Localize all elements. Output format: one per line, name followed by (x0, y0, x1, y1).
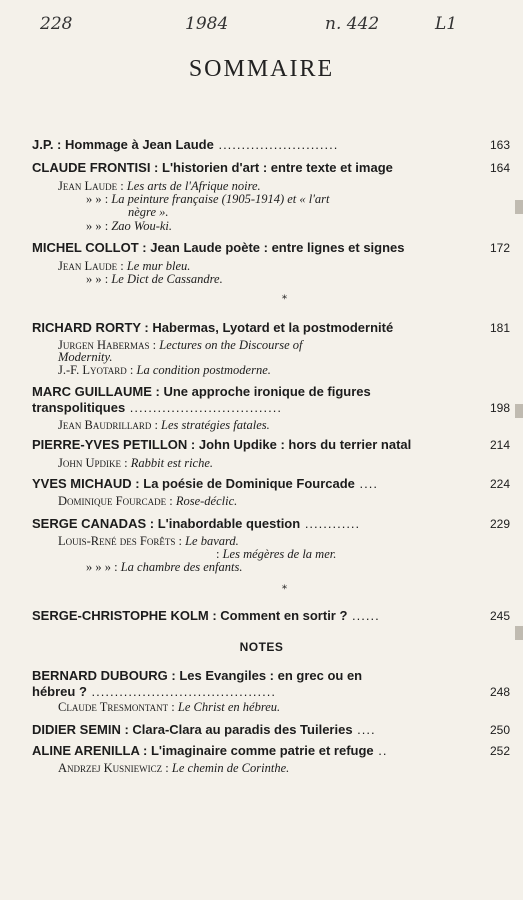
toc-entry: MICHEL COLLOT : Jean Laude poète : entre lignes et signes 172 (32, 240, 510, 255)
toc-subentry: nègre ». (128, 205, 169, 219)
section-separator: * (282, 294, 287, 305)
toc-entry: ALINE ARENILLA : L'imaginaire comme patrie et refuge .. 252 (32, 743, 510, 758)
handwritten-note-3: n. 442 (325, 14, 380, 34)
section-separator: * (282, 584, 287, 595)
toc-subentry: Jean Laude : Le mur bleu. (58, 259, 191, 273)
notes-heading: NOTES (239, 640, 284, 654)
toc-entry: SERGE-CHRISTOPHE KOLM : Comment en sortir ? ...... 245 (32, 608, 510, 623)
toc-entry: PIERRE-YVES PETILLON : John Updike : hors du terrier natal 214 (32, 437, 510, 452)
toc-subentry: : Les mégères de la mer. (216, 547, 337, 561)
toc-entry: transpolitiques ................................. 198 (32, 400, 510, 415)
toc-entry: BERNARD DUBOURG : Les Evangiles : en grec ou en (32, 668, 363, 683)
toc-subentry: Jean Laude : Les arts de l'Afrique noire. (58, 179, 261, 193)
toc-subentry: Jean Baudrillard : Les stratégies fatales. (58, 418, 270, 432)
toc-entry: SERGE CANADAS : L'inabordable question ............ 229 (32, 516, 510, 531)
toc-entry: RICHARD RORTY : Habermas, Lyotard et la postmodernité 181 (32, 320, 510, 335)
scan-mark (515, 626, 523, 640)
toc-subentry: » » : Zao Wou-ki. (86, 219, 173, 233)
toc-subentry: Andrzej Kusniewicz : Le chemin de Corinthe. (58, 761, 290, 775)
scan-mark (515, 404, 523, 418)
toc-subentry: J.-F. Lyotard : La condition postmoderne. (58, 363, 271, 377)
page-title: SOMMAIRE (188, 56, 335, 82)
toc-entry: DIDIER SEMIN : Clara-Clara au paradis des Tuileries .... 250 (32, 722, 510, 737)
toc-entry: J.P. : Hommage à Jean Laude .......................... 163 (32, 137, 510, 152)
toc-subentry: » » : Le Dict de Cassandre. (86, 272, 223, 286)
toc-subentry: » » : La peinture française (1905-1914) et « l'art (86, 192, 330, 206)
scan-mark (515, 200, 523, 214)
toc-subentry: Claude Tresmontant : Le Christ en hébreu. (58, 700, 281, 714)
toc-subentry: Jurgen Habermas : Lectures on the Discourse of (58, 338, 303, 352)
handwritten-note-4: L1 (435, 14, 458, 34)
handwritten-note-1: 228 (40, 14, 73, 34)
handwritten-note-2: 1984 (185, 14, 229, 34)
toc-subentry: » » » : La chambre des enfants. (86, 560, 243, 574)
toc-entry: hébreu ? ........................................ 248 (32, 684, 510, 699)
toc-entry: MARC GUILLAUME : Une approche ironique de figures (32, 384, 371, 399)
toc-entry: YVES MICHAUD : La poésie de Dominique Fourcade .... 224 (32, 476, 510, 491)
toc-subentry: Dominique Fourcade : Rose-déclic. (58, 494, 238, 508)
toc-entry: CLAUDE FRONTISI : L'historien d'art : entre texte et image 164 (32, 160, 510, 175)
toc-subentry: John Updike : Rabbit est riche. (58, 456, 214, 470)
toc-subentry: Modernity. (58, 350, 113, 364)
toc-subentry: Louis-René des Forêts : Le bavard. (58, 534, 239, 548)
